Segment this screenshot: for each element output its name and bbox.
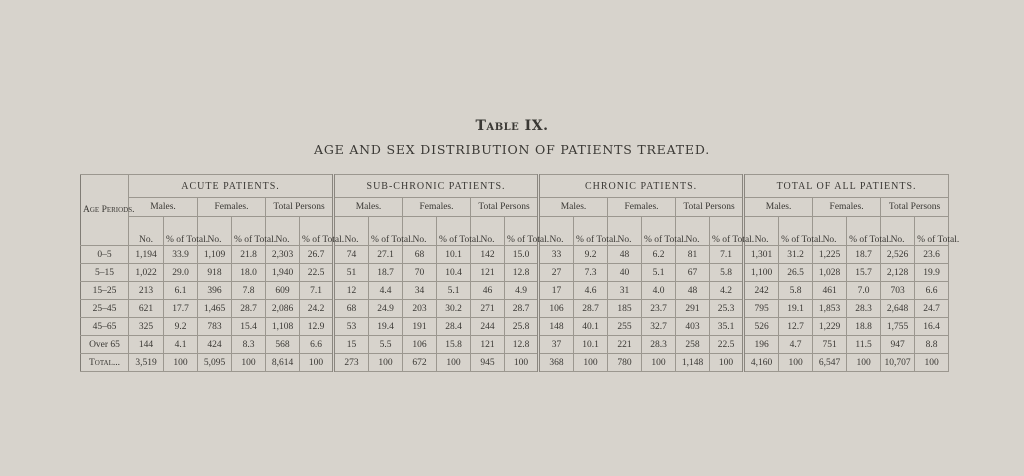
subgroup-header-acute-total-persons: Total Persons [266,198,334,217]
table-number: Table IX. [475,118,549,134]
table-cell: 144 [129,336,164,354]
age-period-label: Over 65 [81,336,129,354]
table-cell: 100 [642,354,676,372]
table-cell: 672 [403,354,437,372]
table-cell: 1,853 [813,300,847,318]
table-cell: 48 [608,246,642,264]
table-cell: 196 [744,336,779,354]
group-header-row [81,175,949,198]
table-cell: 28.3 [847,300,881,318]
table-cell: 5,095 [198,354,232,372]
column-header-pct: % of Total. [710,217,744,246]
table-cell: 526 [744,318,779,336]
column-header-pct: % of Total. [505,217,539,246]
subgroup-header-acute-males: Males. [129,198,198,217]
table-cell: 17.7 [164,300,198,318]
table-cell: 100 [779,354,813,372]
age-period-label: Total... [81,354,129,372]
table-cell: 12.8 [505,264,539,282]
table-cell: 1,148 [676,354,710,372]
table-cell: 1,301 [744,246,779,264]
table-cell: 10.1 [574,336,608,354]
group-header-chronic: CHRONIC PATIENTS. [539,175,744,198]
table-cell: 8.8 [915,336,949,354]
table-cell: 4.1 [164,336,198,354]
table-cell: 100 [232,354,266,372]
subgroup-header-chronic-total-persons: Total Persons [676,198,744,217]
table-cell: 918 [198,264,232,282]
column-header-no: No. [539,217,574,246]
table-cell: 203 [403,300,437,318]
column-header-no: No. [608,217,642,246]
table-cell: 7.1 [710,246,744,264]
table-cell: 33 [539,246,574,264]
table-cell: 32.7 [642,318,676,336]
table-cell: 48 [676,282,710,300]
age-period-label: 0–5 [81,246,129,264]
column-header-pct: % of Total. [642,217,676,246]
table-cell: 23.7 [642,300,676,318]
table-cell: 9.2 [574,246,608,264]
table-cell: 947 [881,336,915,354]
table-cell: 945 [471,354,505,372]
table-cell: 68 [334,300,369,318]
table-cell: 40.1 [574,318,608,336]
subgroup-header-sub-chronic-total-persons: Total Persons [471,198,539,217]
table-cell: 8,614 [266,354,300,372]
table-cell: 568 [266,336,300,354]
table-cell: 100 [164,354,198,372]
table-cell: 1,940 [266,264,300,282]
column-header-no: No. [881,217,915,246]
column-header-no: No. [198,217,232,246]
table-cell: 31.2 [779,246,813,264]
table-cell: 461 [813,282,847,300]
table-cell: 403 [676,318,710,336]
table-row [81,336,949,354]
column-header-pct: % of Total. [915,217,949,246]
table-row [81,264,949,282]
table-cell: 53 [334,318,369,336]
table-cell: 15.0 [505,246,539,264]
table-cell: 24.9 [369,300,403,318]
table-cell: 121 [471,336,505,354]
table-cell: 33.9 [164,246,198,264]
table-cell: 8.3 [232,336,266,354]
table-cell: 18.7 [847,246,881,264]
table-cell: 100 [847,354,881,372]
table-cell: 19.4 [369,318,403,336]
table-cell: 11.5 [847,336,881,354]
column-header-no: No. [334,217,369,246]
table-cell: 12 [334,282,369,300]
table-cell: 703 [881,282,915,300]
table-cell: 106 [539,300,574,318]
table-cell: 2,128 [881,264,915,282]
table-cell: 1,225 [813,246,847,264]
table-cell: 4.9 [505,282,539,300]
column-header-pct: % of Total. [300,217,334,246]
table-cell: 780 [608,354,642,372]
table-body [81,246,949,372]
table-cell: 3,519 [129,354,164,372]
age-period-label: 5–15 [81,264,129,282]
table-cell: 74 [334,246,369,264]
table-cell: 28.4 [437,318,471,336]
table-cell: 46 [471,282,505,300]
table-cell: 100 [369,354,403,372]
table-cell: 21.8 [232,246,266,264]
table-cell: 18.0 [232,264,266,282]
table-cell: 15.7 [847,264,881,282]
group-header-acute: ACUTE PATIENTS. [129,175,334,198]
table-cell: 424 [198,336,232,354]
group-header-total: TOTAL OF ALL PATIENTS. [744,175,949,198]
column-header-pct: % of Total. [232,217,266,246]
table-cell: 27 [539,264,574,282]
table-cell: 751 [813,336,847,354]
table-row [81,282,949,300]
table-cell: 28.7 [574,300,608,318]
table-cell: 37 [539,336,574,354]
table-cell: 185 [608,300,642,318]
table-cell: 27.1 [369,246,403,264]
column-header-row [81,217,949,246]
table-cell: 100 [574,354,608,372]
column-header-pct: % of Total. [369,217,403,246]
table-cell: 100 [437,354,471,372]
table-cell: 35.1 [710,318,744,336]
table-cell: 17 [539,282,574,300]
column-header-pct: % of Total. [437,217,471,246]
table-cell: 6.2 [642,246,676,264]
table-cell: 1,465 [198,300,232,318]
table-row [81,354,949,372]
table-cell: 148 [539,318,574,336]
table-cell: 1,028 [813,264,847,282]
subgroup-header-row [81,198,949,217]
column-header-no: No. [471,217,505,246]
table-cell: 81 [676,246,710,264]
age-period-label: 15–25 [81,282,129,300]
table-cell: 18.8 [847,318,881,336]
table-cell: 23.6 [915,246,949,264]
table-cell: 4.2 [710,282,744,300]
table-cell: 2,086 [266,300,300,318]
table-cell: 51 [334,264,369,282]
column-header-no: No. [266,217,300,246]
column-header-no: No. [676,217,710,246]
table-cell: 10.4 [437,264,471,282]
subgroup-header-total-males: Males. [744,198,813,217]
table-row [81,246,949,264]
table-cell: 271 [471,300,505,318]
table-cell: 15.8 [437,336,471,354]
table-cell: 68 [403,246,437,264]
table-cell: 28.7 [505,300,539,318]
table-cell: 24.7 [915,300,949,318]
table-cell: 121 [471,264,505,282]
table-cell: 4.7 [779,336,813,354]
table-cell: 15 [334,336,369,354]
table-cell: 25.3 [710,300,744,318]
age-period-label: 45–65 [81,318,129,336]
table-cell: 12.9 [300,318,334,336]
table-cell: 70 [403,264,437,282]
table-cell: 28.7 [232,300,266,318]
table-row [81,300,949,318]
table-cell: 142 [471,246,505,264]
column-header-no: No. [403,217,437,246]
table-cell: 5.1 [437,282,471,300]
table-cell: 5.5 [369,336,403,354]
table-cell: 12.7 [779,318,813,336]
subgroup-header-acute-females: Females. [198,198,266,217]
table-cell: 7.1 [300,282,334,300]
age-period-label: 25–45 [81,300,129,318]
table-cell: 18.7 [369,264,403,282]
subgroup-header-sub-chronic-females: Females. [403,198,471,217]
subgroup-header-total-females: Females. [813,198,881,217]
table-cell: 16.4 [915,318,949,336]
table-cell: 9.2 [164,318,198,336]
table-cell: 15.4 [232,318,266,336]
table-cell: 25.8 [505,318,539,336]
table-cell: 1,755 [881,318,915,336]
table-cell: 34 [403,282,437,300]
table-cell: 7.0 [847,282,881,300]
column-header-no: No. [744,217,779,246]
table-cell: 100 [300,354,334,372]
table-cell: 4,160 [744,354,779,372]
table-cell: 258 [676,336,710,354]
table-cell: 10,707 [881,354,915,372]
table-cell: 291 [676,300,710,318]
age-periods-header: Age Periods. [81,175,129,246]
table-cell: 5.1 [642,264,676,282]
table-cell: 26.5 [779,264,813,282]
table-cell: 244 [471,318,505,336]
group-header-sub-chronic: SUB-CHRONIC PATIENTS. [334,175,539,198]
table-cell: 29.0 [164,264,198,282]
table-cell: 1,022 [129,264,164,282]
table-cell: 100 [505,354,539,372]
table-cell: 325 [129,318,164,336]
table-cell: 795 [744,300,779,318]
table-cell: 26.7 [300,246,334,264]
table-cell: 106 [403,336,437,354]
table-cell: 1,108 [266,318,300,336]
table-cell: 5.8 [710,264,744,282]
table-head [81,175,960,246]
column-header-no: No. [129,217,164,246]
table-cell: 7.3 [574,264,608,282]
table-cell: 1,229 [813,318,847,336]
table-cell: 67 [676,264,710,282]
table-cell: 7.8 [232,282,266,300]
table-cell: 6,547 [813,354,847,372]
table-cell: 2,648 [881,300,915,318]
table-row [81,318,949,336]
table-cell: 396 [198,282,232,300]
column-header-pct: % of Total. [574,217,608,246]
table-cell: 6.6 [300,336,334,354]
table-cell: 6.1 [164,282,198,300]
subgroup-header-chronic-males: Males. [539,198,608,217]
table-cell: 621 [129,300,164,318]
table-cell: 368 [539,354,574,372]
table-cell: 191 [403,318,437,336]
table-cell: 22.5 [710,336,744,354]
table-cell: 28.3 [642,336,676,354]
table-cell: 4.0 [642,282,676,300]
table-cell: 30.2 [437,300,471,318]
subgroup-header-chronic-females: Females. [608,198,676,217]
table-cell: 221 [608,336,642,354]
table-cell: 19.9 [915,264,949,282]
table-cell: 31 [608,282,642,300]
table-cell: 4.4 [369,282,403,300]
table-cell: 1,109 [198,246,232,264]
table-cell: 10.1 [437,246,471,264]
table-cell: 783 [198,318,232,336]
column-header-no: No. [813,217,847,246]
table-cell: 19.1 [779,300,813,318]
table-cell: 40 [608,264,642,282]
column-header-pct: % of Total. [779,217,813,246]
age-sex-table [80,174,960,372]
table-caption: AGE AND SEX DISTRIBUTION OF PATIENTS TREATED. [314,142,710,157]
table-cell: 1,194 [129,246,164,264]
table-cell: 24.2 [300,300,334,318]
table-cell: 1,100 [744,264,779,282]
table-cell: 255 [608,318,642,336]
table-cell: 242 [744,282,779,300]
table-cell: 213 [129,282,164,300]
table-cell: 2,303 [266,246,300,264]
table-cell: 273 [334,354,369,372]
table-cell: 5.8 [779,282,813,300]
table-cell: 12.8 [505,336,539,354]
subgroup-header-total-total-persons: Total Persons [881,198,949,217]
column-header-pct: % of Total. [847,217,881,246]
table-cell: 6.6 [915,282,949,300]
table-cell: 609 [266,282,300,300]
table-cell: 2,526 [881,246,915,264]
subgroup-header-sub-chronic-males: Males. [334,198,403,217]
table-cell: 100 [915,354,949,372]
column-header-pct: % of Total. [164,217,198,246]
table-cell: 4.6 [574,282,608,300]
table-cell: 22.5 [300,264,334,282]
table-cell: 100 [710,354,744,372]
